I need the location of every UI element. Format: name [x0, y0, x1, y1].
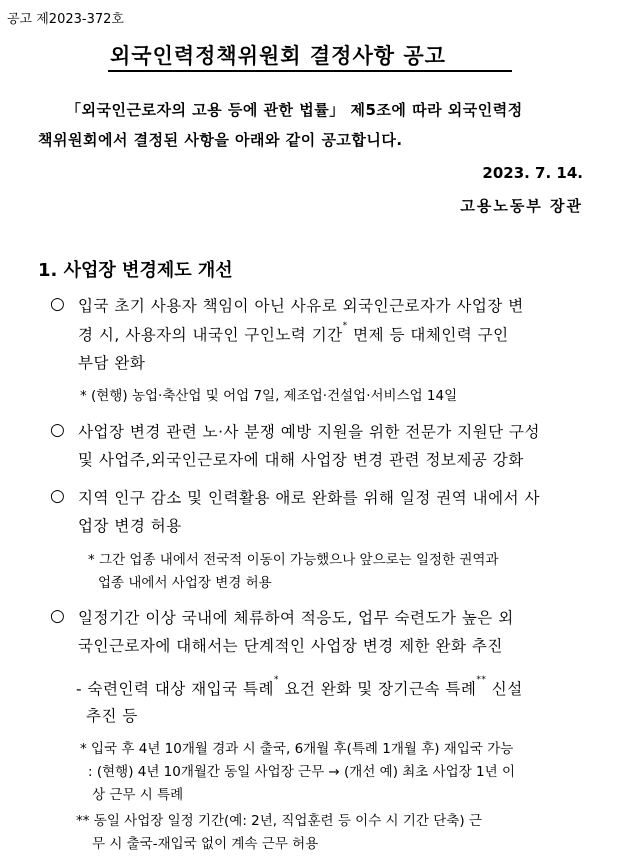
item-1-line-2-rest: 면제 등 대체인력 구인	[347, 326, 509, 344]
intro-line-2: 책위원회에서 결정된 사항을 아래와 같이 공고합니다.	[38, 131, 403, 149]
item-1-line-3: 부담 완화	[78, 354, 146, 372]
sub-item-part-c: 신설	[486, 680, 523, 698]
sub-item-line-1	[76, 677, 523, 699]
title-underline	[108, 70, 512, 72]
sub-item-line-2: 추진 등	[86, 707, 138, 725]
notice-date: 2023. 7. 14.	[482, 164, 583, 182]
item-3-line-2: 업장 변경 허용	[78, 517, 182, 535]
section-title: 1. 사업장 변경제도 개선	[38, 260, 233, 281]
sub-item-part-a: - 숙련인력 대상 재입국 특례	[76, 680, 275, 698]
item-1-line-2	[78, 323, 509, 345]
footnote-mark: **	[476, 675, 487, 685]
footnote-1-line-1: * 입국 후 4년 10개월 경과 시 출국, 6개월 후(특례 1개월 후) 재입국 가능	[80, 741, 514, 757]
item-2-line-1: 사업장 변경 관련 노·사 분쟁 예방 지원을 위한 전문가 지원단 구성	[78, 423, 540, 441]
footnote-1-line-2: : (현행) 4년 10개월간 동일 사업장 근무 → (개선 예) 최초 사업장 1년 이	[88, 764, 516, 780]
intro-line-1: 「외국인근로자의 고용 등에 관한 법률」 제5조에 따라 외국인력정	[66, 101, 523, 119]
bullet-circle-icon: ○	[50, 420, 65, 440]
footnote-2-line-1: ** 동일 사업장 일정 기간(예: 2년, 직업훈련 등 이수 시 기간 단축) 근	[76, 813, 482, 829]
item-3-note-line-2: 업종 내에서 사업장 변경 허용	[98, 575, 272, 591]
item-1-line-1: 입국 초기 사용자 책임이 아닌 사유로 외국인근로자가 사업장 변	[78, 297, 524, 315]
footnote-2-line-2: 무 시 출국-재입국 없이 계속 근무 허용	[92, 836, 319, 852]
item-3-line-1: 지역 인구 감소 및 인력활용 애로 완화를 위해 일정 권역 내에서 사	[78, 489, 540, 507]
item-1-line-2-text: 경 시, 사용자의 내국인 구인노력 기간	[78, 326, 343, 344]
notice-number: 공고 제2023-372호	[7, 12, 124, 27]
item-3-note-line-1: * 그간 업종 내에서 전국적 이동이 가능했으나 앞으로는 일정한 권역과	[88, 552, 499, 568]
footnote-mark: *	[274, 675, 280, 685]
bullet-circle-icon: ○	[50, 606, 65, 626]
sub-item-part-b: 요건 완화 및 장기근속 특례	[279, 680, 477, 698]
item-4-line-2: 국인근로자에 대해서는 단계적인 사업장 변경 제한 완화 추진	[78, 637, 503, 655]
footnote-mark: *	[342, 321, 348, 331]
item-2-line-2: 및 사업주,외국인근로자에 대해 사업장 변경 관련 정보제공 강화	[78, 451, 524, 469]
item-4-line-1: 일정기간 이상 국내에 체류하여 적응도, 업무 숙련도가 높은 외	[78, 609, 514, 627]
page-title: 외국인력정책위원회 결정사항 공고	[110, 44, 446, 68]
bullet-circle-icon: ○	[50, 486, 65, 506]
issuer: 고용노동부 장관	[460, 197, 583, 215]
bullet-circle-icon: ○	[50, 294, 65, 314]
item-1-note: * (현행) 농업·축산업 및 어업 7일, 제조업·건설업·서비스업 14일	[80, 388, 458, 404]
footnote-1-line-3: 상 근무 시 특례	[92, 787, 184, 803]
